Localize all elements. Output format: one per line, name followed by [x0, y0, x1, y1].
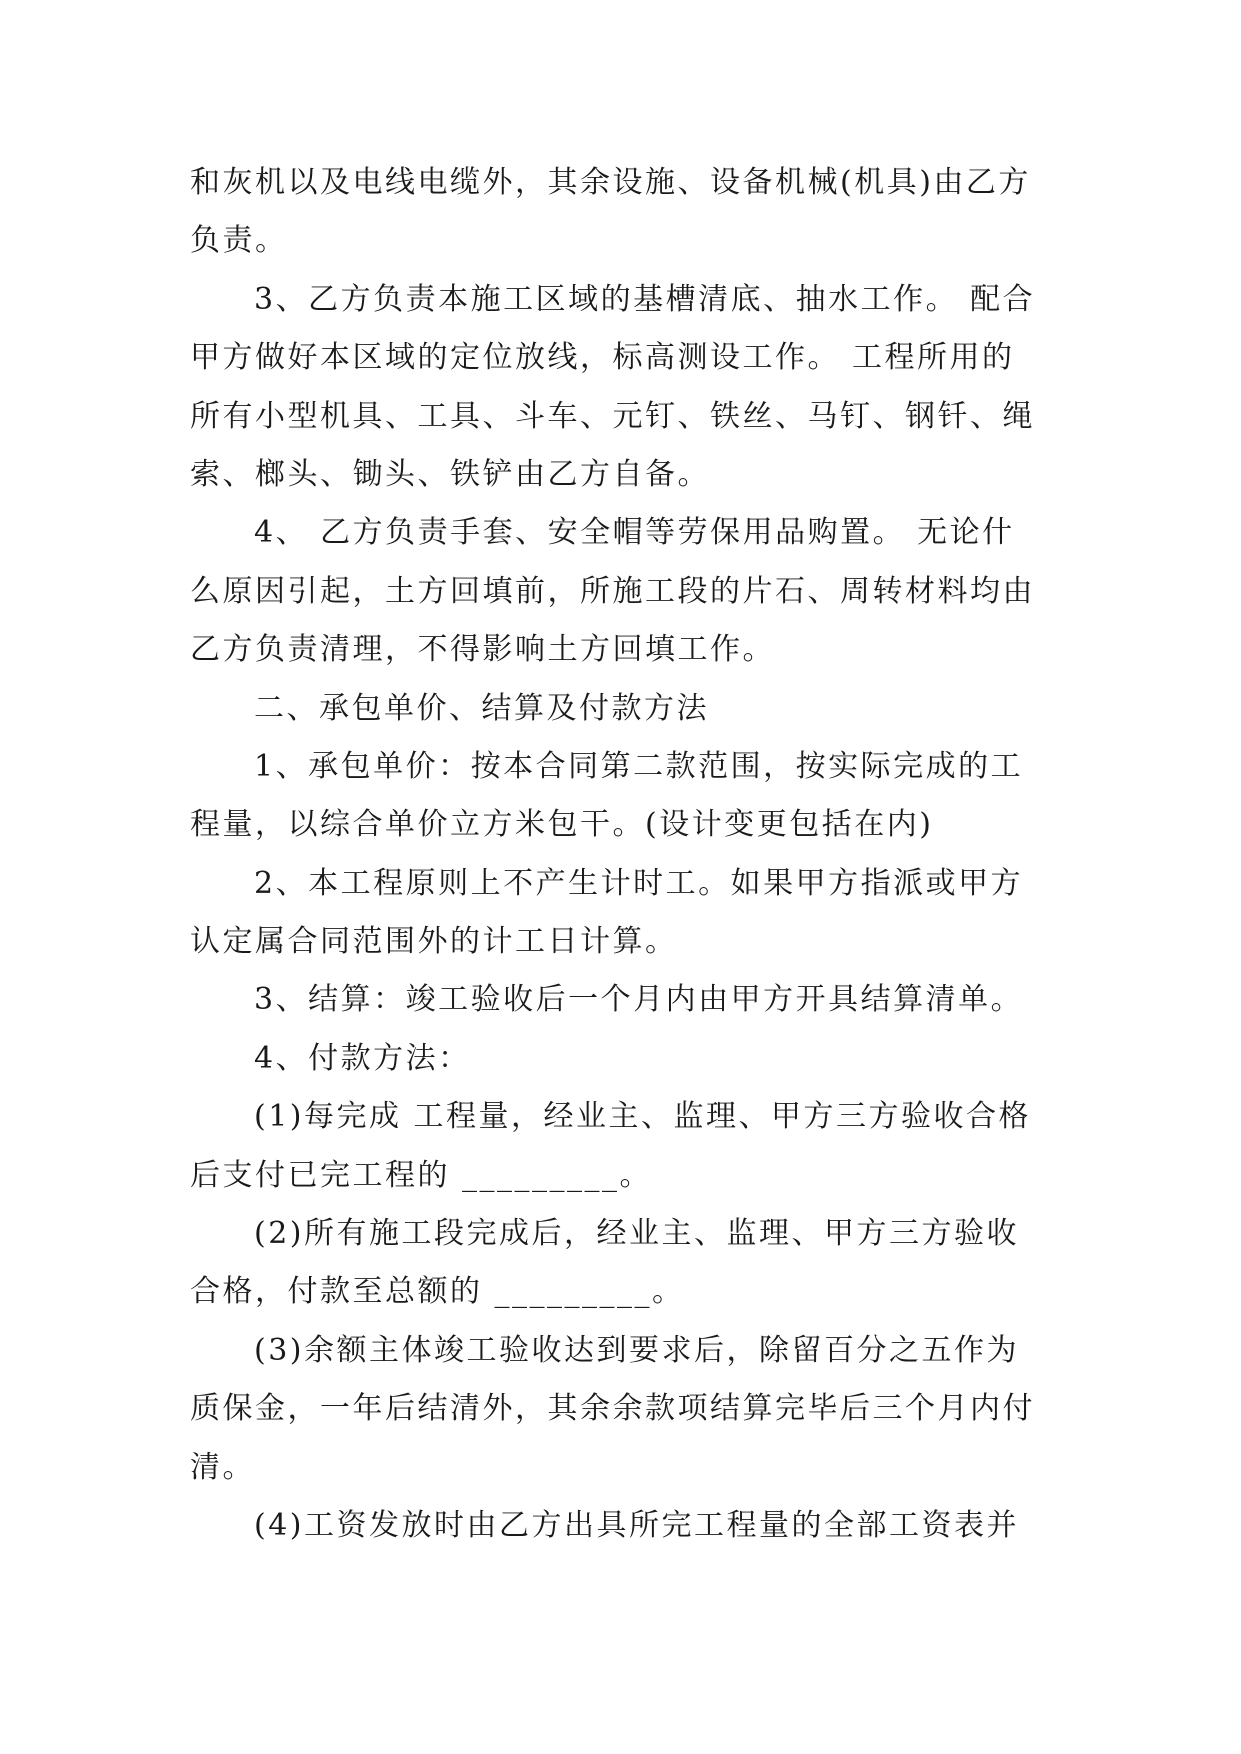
text-line: 后支付已完工程的 _________。 — [190, 1157, 653, 1193]
text-line: 负责。 — [190, 223, 288, 259]
text-line: (3)余额主体竣工验收达到要求后，除留百分之五作为 — [254, 1332, 1019, 1368]
text-line: 所有小型机具、工具、斗车、元钉、铁丝、马钉、钢钎、绳 — [190, 398, 1035, 434]
text-line: 3、结算：竣工验收后一个月内由甲方开具结算清单。 — [254, 982, 1024, 1018]
text-line: 索、榔头、锄头、铁铲由乙方自备。 — [190, 456, 710, 492]
text-line: 1、承包单价：按本合同第二款范围，按实际完成的工 — [254, 748, 1024, 784]
text-line: 乙方负责清理，不得影响土方回填工作。 — [190, 632, 775, 668]
text-line: 清。 — [190, 1449, 255, 1485]
text-line: 么原因引起，土方回填前，所施工段的片石、周转材料均由 — [190, 573, 1035, 609]
text-line: 4、 乙方负责手套、安全帽等劳保用品购置。 无论什 — [254, 515, 1015, 551]
text-line: 质保金，一年后结清外，其余余款项结算完毕后三个月内付 — [190, 1391, 1035, 1427]
text-line: 甲方做好本区域的定位放线，标高测设工作。 工程所用的 — [190, 340, 1015, 376]
text-line: 2、本工程原则上不产生计时工。如果甲方指派或甲方 — [254, 865, 1024, 901]
text-line: (1)每完成 工程量，经业主、监理、甲方三方验收合格 — [254, 1099, 1032, 1135]
document-body — [190, 154, 1052, 1555]
text-line: (2)所有施工段完成后，经业主、监理、甲方三方验收 — [254, 1216, 1019, 1252]
text-line: (4)工资发放时由乙方出具所完工程量的全部工资表并 — [254, 1507, 1019, 1543]
text-line: 和灰机以及电线电缆外，其余设施、设备机械(机具)由乙方 — [190, 165, 1031, 200]
text-line: 二、承包单价、结算及付款方法 — [254, 690, 709, 726]
text-line: 合格，付款至总额的 _________。 — [190, 1274, 685, 1310]
text-line: 3、乙方负责本施工区域的基槽清底、抽水工作。 配合 — [254, 281, 1036, 317]
text-line: 4、付款方法： — [254, 1040, 471, 1076]
text-line: 程量，以综合单价立方米包干。(设计变更包括在内) — [190, 807, 934, 843]
text-line: 认定属合同范围外的计工日计算。 — [190, 924, 678, 960]
